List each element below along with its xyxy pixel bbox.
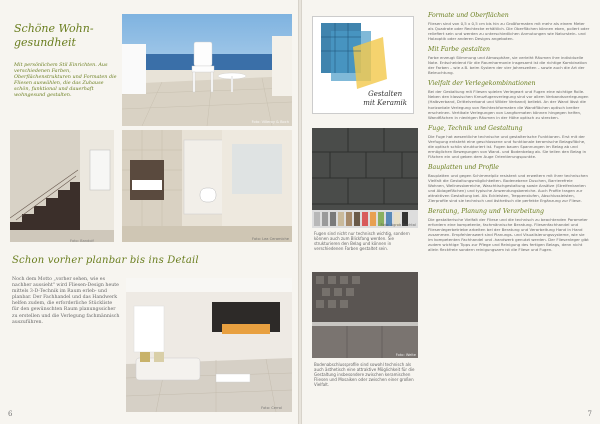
left-page — [0, 0, 298, 424]
credit-living: Foto: Cerrol — [261, 406, 282, 410]
living-room-photo — [126, 278, 292, 412]
page-number-left: 6 — [8, 410, 13, 418]
logo-line-1: Gestalten — [368, 90, 403, 98]
section-title: Beratung, Planung und Verarbeitung — [428, 208, 545, 216]
section-title: Formate und Oberflächen — [428, 12, 509, 19]
section-text: Bauplatten und gegen Schimmelpilz resistent und erweitern mit ihrer technischen Vielfalt die Gestaltungsmöglichkeiten. Bodenebene Duschen, Barrierefreie Wohnen, Wellnessbereiche, Waschtischgestaltung sowie Ansätze (Streifenkanten und Ablageflächen) und typische Anwendungsbereiche. Auch Profile tragen zur attraktiven Gestaltung bei. Als Eckleisten, Treppenstufen, Abschlussleisten, Zierprofile sind sie technisch und ästhetisch die perfekte Ergänzung zur Fliese. — [428, 172, 588, 204]
logo-line-2: mit Keramik — [363, 98, 407, 107]
section-title: Vielfalt der Verlegekombinationen — [428, 80, 536, 88]
credit-terrace: Foto: Villeroy & Boch — [251, 120, 289, 124]
gestalten-logo — [312, 16, 414, 114]
main-title — [14, 22, 114, 50]
logo-text — [363, 90, 407, 107]
stairs-illustration — [10, 130, 114, 242]
credit-mosaic: Foto: Welte — [395, 353, 416, 357]
section-3 — [428, 125, 590, 159]
title-line-2: gesundheit — [14, 36, 76, 49]
stairs-photo — [10, 130, 114, 242]
terrace-illustration — [122, 14, 292, 126]
mosaic-illustration — [312, 272, 418, 358]
caption-mosaic: Bodenabschlussprofile sind sowohl technisch als auch ästhetisch eine attraktive Möglichkeit für die Gestaltung insbesondere zwischen keramischen Fliesen und Mosaiken oder zwischen einer großen Vielfalt. — [314, 362, 415, 387]
page-number-right: 7 — [587, 410, 592, 418]
right-page — [302, 0, 600, 424]
section-text: Farbe erzeugt Stimmung und Atmosphäre, sie verleiht Räumen ihre individuelle Note. Entscheidend für die Raumharmonie insgesamt ist die richtige Kombination der Farben – wie z.B. beim System der vier Jahreszeiten – sowie auch die Art der Beleuchtung. — [428, 55, 587, 76]
section-5 — [428, 208, 590, 252]
credit-tiles: Foto: Agrob Buchtal — [380, 223, 416, 227]
living-room-illustration — [126, 278, 292, 412]
mosaic-photo — [312, 272, 418, 358]
lead-text: Mit persönlichem Stil Einrichten. Aus verschiedenen Farben, Oberflächenstrukturen und Formaten die Fliesen auswählen, die das Zuhause schön, funktional und dauerhaft wohngesund gestalten. — [14, 62, 117, 99]
section-heading: Schon vorher planbar bis ins Detail — [12, 255, 199, 266]
section-title: Mit Farbe gestalten — [428, 46, 490, 54]
section-text: Die Fuge hat wesentliche technische und gestalterische Funktionen. Erst mit der Verfugung entsteht eine geschlossene und funktionale keramische Belagsfläche, die optisch schön strukturiert ist. Fugen bauen Spannungen im Belag ab und ermöglichen Bewegungen von Wand- und Bodenbelag ab. Sie teilen den Belag in Flächen ein und geben dem Auge Orientierungspunkte. — [428, 133, 587, 159]
section-2 — [428, 80, 590, 119]
section-1 — [428, 46, 590, 75]
section-title: Fuge, Technik und Gestaltung — [428, 124, 523, 132]
text-column — [428, 12, 590, 258]
terrace-photo — [122, 14, 292, 126]
credit-bath: Foto: Lea Ceramiche — [252, 237, 289, 241]
tiles-photo — [312, 128, 418, 228]
section-text: Die gestalterische Vielfalt der Fliese und die technisch zu beachtenden Parameter erfordern eine kompetente, fachmännische Beratung. Fliesenfachhandel und Fliesenlegerbetriebe arbeiten bei der Beratung und Verarbeitung Hand in Hand zusammen. Empfehlenswert sind Planungs- und Visualisierungssysteme, wie sie im kompetenten Fachhandel und -handwerk genutzt werden. Der Fliesenleger gibt zudem wichtige Tipps zur Pflege und Reinigung des fertigen Belags, denn nicht allein fleckfreie sondern reinigungsarm ist die Fliese und Fugen. — [428, 217, 589, 253]
bathroom-illustration — [122, 130, 292, 242]
caption-tiles: Fugen sind nicht nur technisch wichtig, sondern können auch zum Blickfang werden. Sie strukturieren den Belag und können in verschiedenen Farben gestaltet sein. — [314, 231, 410, 251]
section-0 — [428, 12, 590, 41]
section-4 — [428, 164, 590, 203]
title-line-1: Schöne Wohn- — [14, 22, 94, 35]
section-text: Fliesen sind von 0,5 x 0,5 cm bis hin zu Großformaten mit mehr als einem Meter als Quadrate oder Rechtecke erhältlich. Die Oberflächen können eben, poliert oder reliefiert sein und werden zu unterschiedlichen Anmutungen wie Naturstein- und Holzoptik oder anderen Designs angeboten. — [428, 21, 590, 42]
section-title: Bauplatten und Profile — [428, 163, 499, 171]
tiles-illustration — [312, 128, 418, 228]
credit-stairs: Foto: Bandolf — [70, 239, 94, 242]
body-text: Noch dem Motto „vorher sehen, wie es nachher aussieht" wird Fliesen-Design heute mittels 3-D-Technik im Raum erleb- und planbar. Der Fachhandel und das Handwerk helfen zudem, die erforderliche Stückliste für den gewünschten Raum planungssicher zu erstellen und die Verlegung fachmännisch auszuführen. — [12, 277, 120, 325]
section-text: Bei der Gestaltung mit Fliesen spielen Verlegeart und Fugen eine wichtige Rolle. Neben den klassischen Kreuzfugenverlegung sind vor allem Verbandsverlegungen (Halbverband, Drittelverband und Wilder Verband) beliebt. An der Wand lässt die horizontale Verlegung von Rechteckformaten die Wandflächen optisch breiter erscheinen. Vertikale Verlegungen von Langformaten können hingegen helfen, Wandflächen in niedrigen Räumen in der Höhe optisch zu strecken. — [428, 89, 589, 120]
bathroom-photo — [122, 130, 292, 242]
